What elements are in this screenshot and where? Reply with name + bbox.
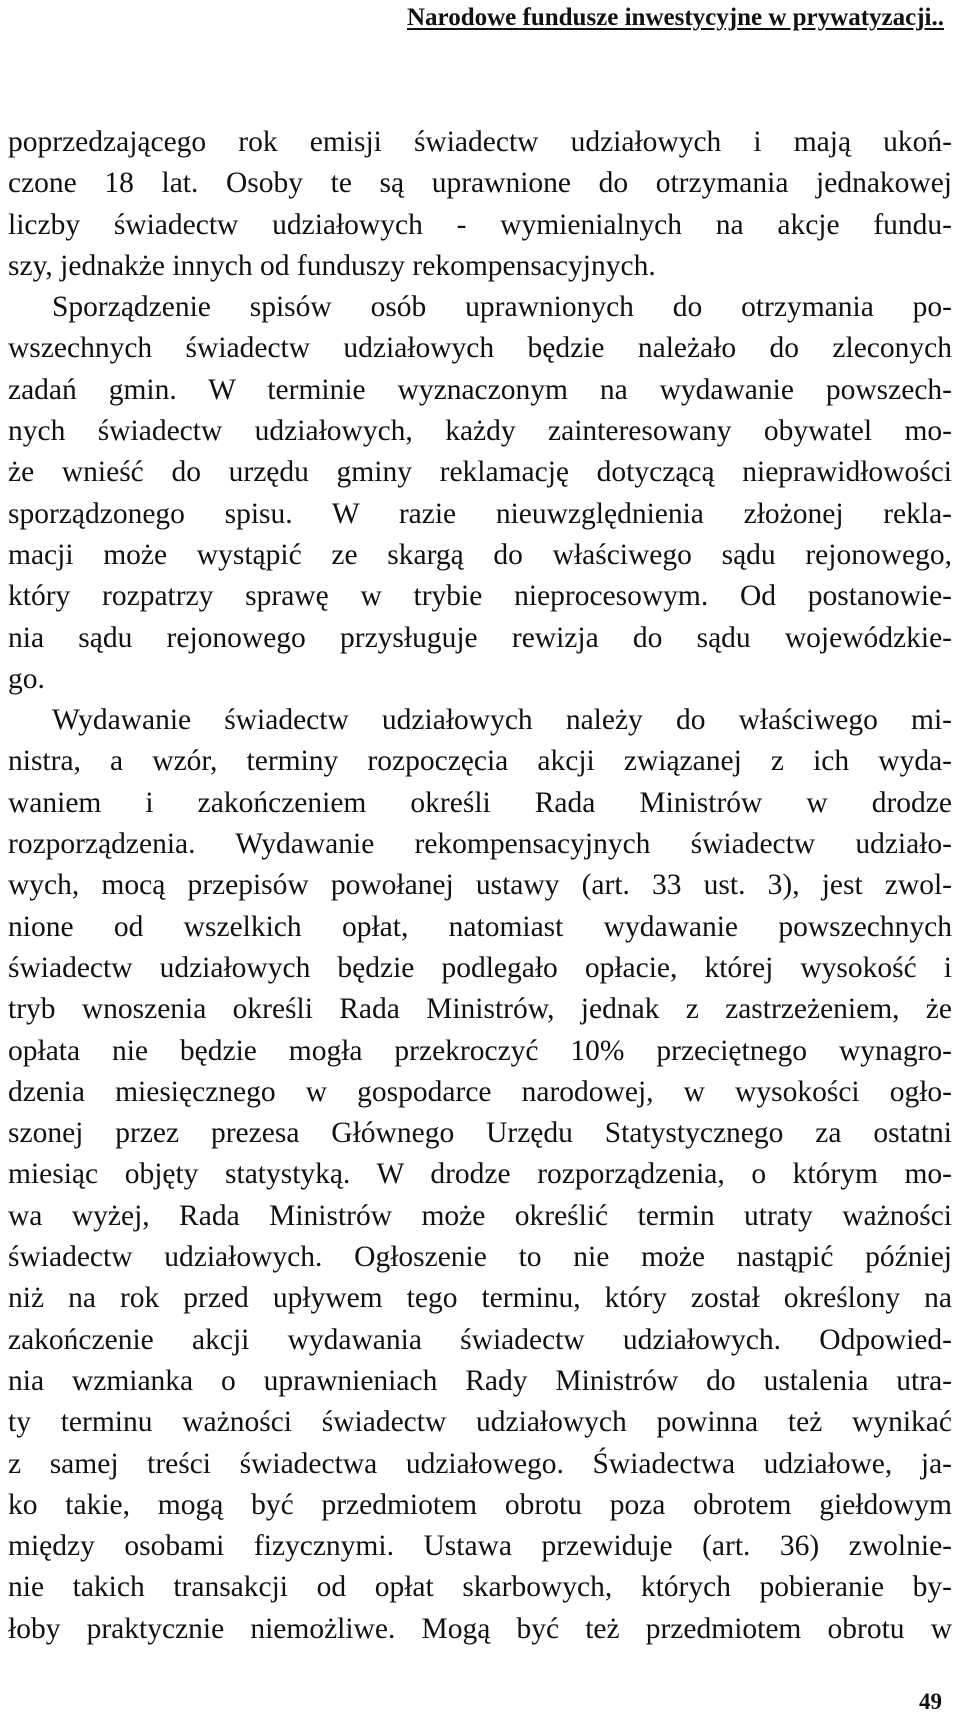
text-line: łoby praktycznie niemożliwe. Mogą być też przedmiotem obrotu w xyxy=(8,1612,952,1645)
text-line: nia wzmianka o uprawnieniach Rady Ministrów do ustalenia utra- xyxy=(8,1364,952,1397)
text-line: opłata nie będzie mogła przekroczyć 10% przeciętnego wynagro- xyxy=(8,1034,952,1067)
text-line: miesiąc objęty statystyką. W drodze rozporządzenia, o którym mo- xyxy=(8,1158,952,1191)
body-text xyxy=(8,122,952,1650)
text-line: nie takich transakcji od opłat skarbowych, których pobieranie by- xyxy=(8,1571,952,1604)
text-line: ty terminu ważności świadectw udziałowych powinna też wynikać xyxy=(8,1406,952,1439)
text-line: szonej przez prezesa Głównego Urzędu Statystycznego za ostatni xyxy=(8,1117,952,1150)
text-line: sporządzonego spisu. W razie nieuwzględnienia złożonej rekla- xyxy=(8,497,952,530)
text-line: że wnieść do urzędu gminy reklamację dotyczącą nieprawidłowości xyxy=(8,456,952,489)
text-line: świadectw udziałowych będzie podlegało opłacie, której wysokość i xyxy=(8,951,952,984)
text-line: z samej treści świadectwa udziałowego. Świadectwa udziałowe, ja- xyxy=(8,1447,952,1480)
text-line: Sporządzenie spisów osób uprawnionych do otrzymania po- xyxy=(52,291,952,324)
text-line: zadań gmin. W terminie wyznaczonym na wydawanie powszech- xyxy=(8,373,952,406)
text-line: zakończenie akcji wydawania świadectw udziałowych. Odpowied- xyxy=(8,1323,952,1356)
text-line: tryb wnoszenia określi Rada Ministrów, jednak z zastrzeżeniem, że xyxy=(8,993,952,1026)
text-line: liczby świadectw udziałowych - wymienialnych na akcje fundu- xyxy=(8,208,952,241)
text-line: między osobami fizycznymi. Ustawa przewiduje (art. 36) zwolnie- xyxy=(8,1530,952,1563)
text-line: nia sądu rejonowego przysługuje rewizja do sądu wojewódzkie- xyxy=(8,621,952,654)
text-line: świadectw udziałowych. Ogłoszenie to nie może nastąpić później xyxy=(8,1241,952,1274)
text-line: ko takie, mogą być przedmiotem obrotu poza obrotem giełdowym xyxy=(8,1488,952,1521)
text-line: Wydawanie świadectw udziałowych należy do właściwego mi- xyxy=(52,704,952,737)
text-line: nych świadectw udziałowych, każdy zainteresowany obywatel mo- xyxy=(8,415,952,448)
text-line: macji może wystąpić ze skargą do właściwego sądu rejonowego, xyxy=(8,538,952,571)
text-line: wych, mocą przepisów powołanej ustawy (art. 33 ust. 3), jest zwol- xyxy=(8,869,952,902)
text-line: nione od wszelkich opłat, natomiast wydawanie powszechnych xyxy=(8,910,952,943)
text-line: go. xyxy=(8,662,45,695)
page-number: 49 xyxy=(919,1689,942,1714)
text-line: waniem i zakończeniem określi Rada Ministrów w drodze xyxy=(8,786,952,819)
text-line: wa wyżej, Rada Ministrów może określić termin utraty ważności xyxy=(8,1199,952,1232)
text-line: szy, jednakże innych od funduszy rekompensacyjnych. xyxy=(8,249,656,282)
text-line: wszechnych świadectw udziałowych będzie należało do zleconych xyxy=(8,332,952,365)
running-header-title: Narodowe fundusze inwestycyjne w prywatyzacji.. xyxy=(407,4,944,31)
text-line: poprzedzającego rok emisji świadectw udziałowych i mają ukoń- xyxy=(8,126,952,158)
text-line: czone 18 lat. Osoby te są uprawnione do otrzymania jednakowej xyxy=(8,167,952,200)
text-line: nistra, a wzór, terminy rozpoczęcia akcji związanej z ich wyda- xyxy=(8,745,952,778)
text-line: rozporządzenia. Wydawanie rekompensacyjnych świadectw udziało- xyxy=(8,828,952,861)
text-line: który rozpatrzy sprawę w trybie nieprocesowym. Od postanowie- xyxy=(8,580,952,613)
text-line: dzenia miesięcznego w gospodarce narodowej, w wysokości ogło- xyxy=(8,1075,952,1108)
text-line: niż na rok przed upływem tego terminu, który został określony na xyxy=(8,1282,952,1315)
